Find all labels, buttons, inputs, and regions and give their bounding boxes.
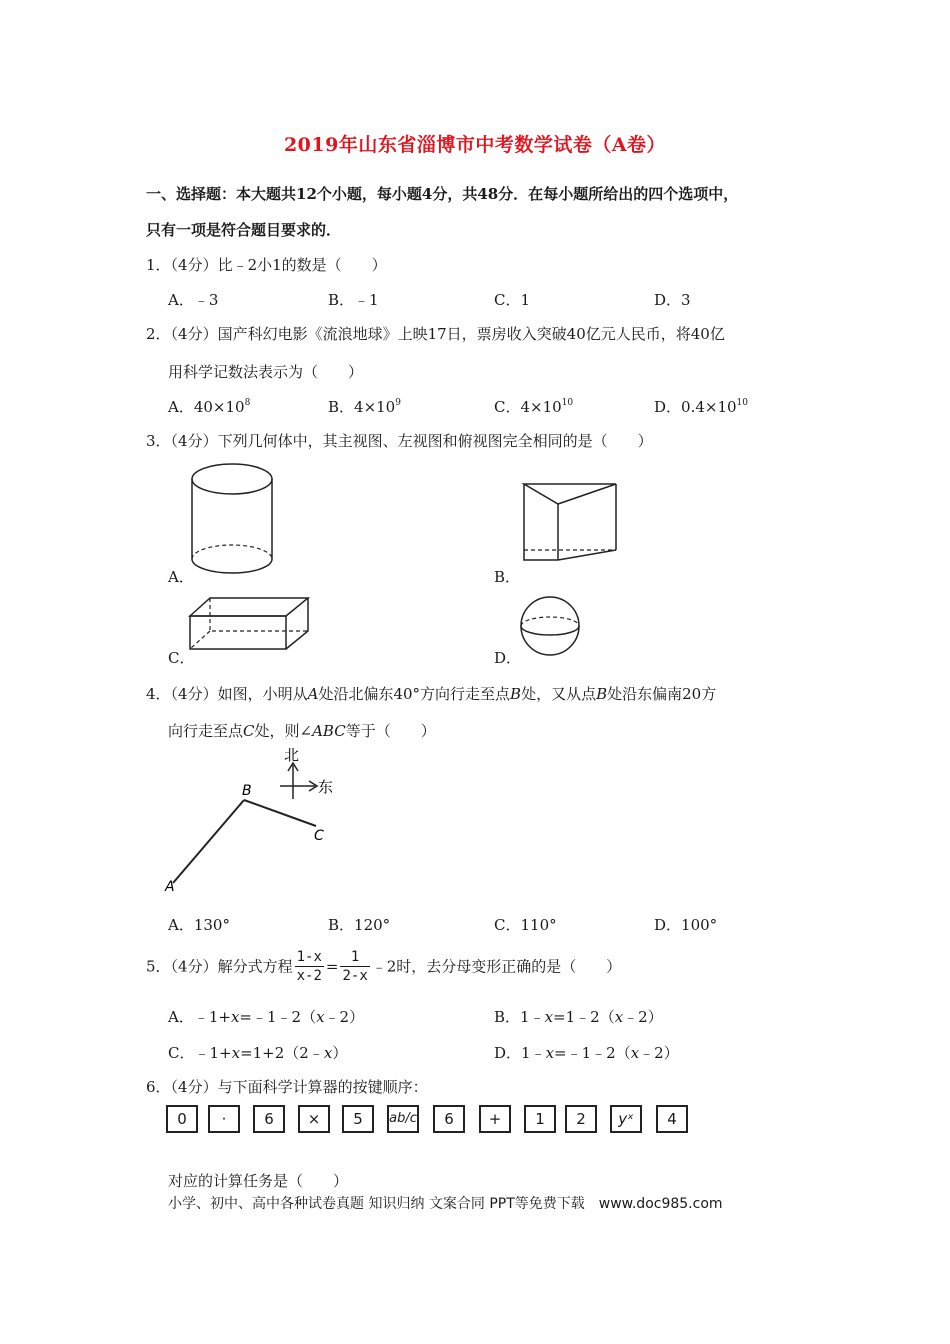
q2-option-b: B．$4\times 10^9$ [328,398,401,416]
calculator-key-5: 5 [342,1105,374,1133]
rectangular-box-figure [188,596,314,652]
q3-option-a-label: A． [168,568,194,586]
q4-option-c: C．110° [494,916,557,934]
section-heading-line2: 只有一项是符合题目要求的． [146,221,342,239]
q2-option-c: C．$4\times 10^{10}$ [494,398,574,416]
point-b-label: B [242,783,252,799]
question-3-stem: 3．（4分）下列几何体中，其主视图、左视图和俯视图完全相同的是（ ） [146,432,653,450]
point-a-label: A [165,879,175,895]
q4-option-a: A．130° [168,916,230,934]
north-label: 北 [284,746,300,764]
sphere-figure [518,596,584,658]
q1-option-a: A．﹣3 [168,291,219,309]
q3-option-b-label: B． [494,568,521,586]
question-6-stem-line2: 对应的计算任务是（ ） [168,1172,349,1190]
q1-option-c: C．1 [494,291,531,309]
q1-option-d: D．3 [654,291,691,309]
q3-option-d-label: D． [494,649,522,667]
path-b-to-c [244,800,316,826]
question-4-stem-line2: 向行走至点C处，则∠ABC等于（ ） [168,722,436,740]
fraction-2: $\frac{1}{2-x}$ [342,949,368,984]
q2-option-a: A．$40\times 10^8$ [168,398,251,416]
calculator-key-multiply: × [298,1105,330,1133]
q4-option-b: B．120° [328,916,391,934]
question-2-stem-line2: 用科学记数法表示为（ ） [168,363,364,381]
page-title: 2019年山东省淄博市中考数学试卷（A卷） [283,134,667,156]
calculator-key-fraction: ab/c [387,1105,419,1133]
section-heading-line1: 一、选择题：本大题共12个小题，每小题4分，共48分．在每小题所给出的四个选项中， [146,185,739,203]
direction-path-figure [160,745,350,895]
q5-option-d: D．1﹣x=﹣1﹣2（x﹣2） [494,1044,679,1062]
q1-option-b: B．﹣1 [328,291,379,309]
calculator-key-power: yˣ [610,1105,642,1133]
path-a-to-b [173,800,244,883]
question-5-stem: 5．（4分）解分式方程 $\frac{1-x}{x-2}$ = $\frac{1}{2-x}$ ﹣2时，去分母变形正确的是（ ） [146,949,622,984]
cylinder-figure [190,462,276,580]
question-6-stem: 6．（4分）与下面科学计算器的按键顺序： [146,1078,428,1096]
calculator-key-decimal: · [208,1105,240,1133]
point-c-label: C [314,828,324,844]
calculator-key-2: 2 [565,1105,597,1133]
footer-text: 小学、初中、高中各种试卷真题 知识归纳 文案合同 PPT等免费下载 www.doc985.com [168,1196,723,1212]
q2-option-d: D．$0.4\times 10^{10}$ [654,398,748,416]
q3-option-c-label: C． [168,649,195,667]
calculator-key-0: 0 [166,1105,198,1133]
question-2-stem-line1: 2．（4分）国产科幻电影《流浪地球》上映17日，票房收入突破40亿元人民币，将40亿 [146,325,725,343]
question-1-stem: 1．（4分）比﹣2小1的数是（ ） [146,256,387,274]
q5-option-c: C．﹣1+x=1+2（2﹣x） [168,1044,348,1062]
fraction-1: $\frac{1-x}{x-2}$ [296,949,322,984]
q5-option-b: B．1﹣x=1﹣2（x﹣2） [494,1008,663,1026]
calculator-key-plus: + [479,1105,511,1133]
calculator-key-6: 6 [253,1105,285,1133]
calculator-key-1: 1 [524,1105,556,1133]
q4-option-d: D．100° [654,916,718,934]
calculator-key-6b: 6 [433,1105,465,1133]
triangular-prism-figure [522,482,620,564]
question-4-stem-line1: 4．（4分）如图，小明从A处沿北偏东40°方向行走至点B处，又从点B处沿东偏南20方 [146,685,717,703]
east-label: 东 [318,778,334,796]
q5-option-a: A．﹣1+x=﹣1﹣2（x﹣2） [168,1008,365,1026]
calculator-key-4: 4 [656,1105,688,1133]
